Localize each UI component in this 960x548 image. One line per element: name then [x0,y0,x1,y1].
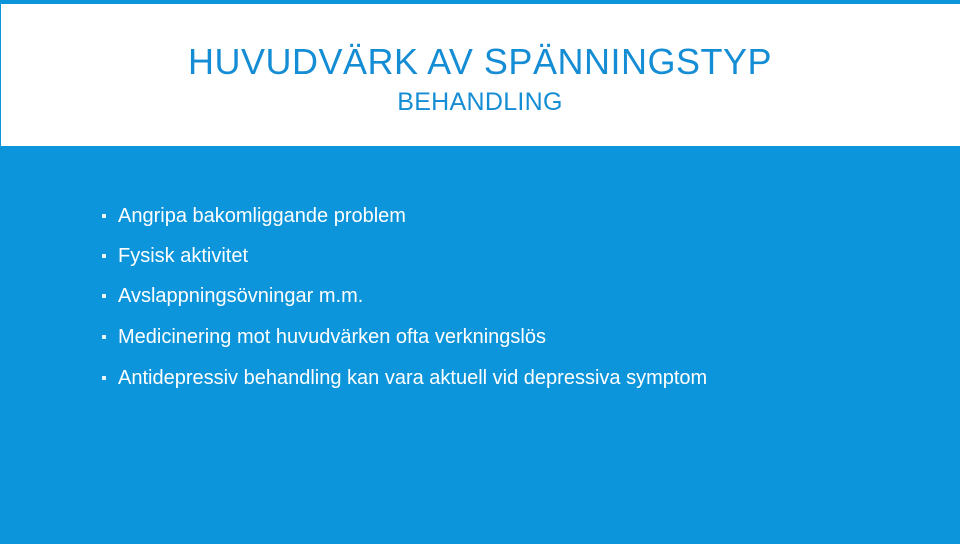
bullet-text: Angripa bakomliggande problem [118,205,406,227]
bullet-square-icon [102,214,106,218]
bullet-item-physical-activity [100,236,707,276]
bullet-square-icon [102,294,106,298]
bullet-list [100,196,707,398]
bullet-text: Avslappningsövningar m.m. [118,285,364,307]
bullet-item-relaxation [100,276,707,317]
slide-subtitle: BEHANDLING [397,88,563,116]
bottom-margin-band [0,544,960,548]
bullet-text: Fysisk aktivitet [118,245,249,267]
bullet-item-antidepressant [100,358,707,398]
slide-title-area [0,4,960,146]
bullet-square-icon [102,376,106,380]
slide-title: HUVUDVÄRK AV SPÄNNINGSTYP [188,41,772,82]
bullet-item-underlying-problems [100,196,707,236]
bullet-square-icon [102,254,106,258]
bullet-text: Antidepressiv behandling kan vara aktuell vid depressiva symptom [118,367,708,389]
bullet-square-icon [102,335,106,339]
bullet-item-medication [100,317,707,358]
slide-content-panel [0,146,960,544]
bullet-text: Medicinering mot huvudvärken ofta verkningslös [118,326,546,348]
